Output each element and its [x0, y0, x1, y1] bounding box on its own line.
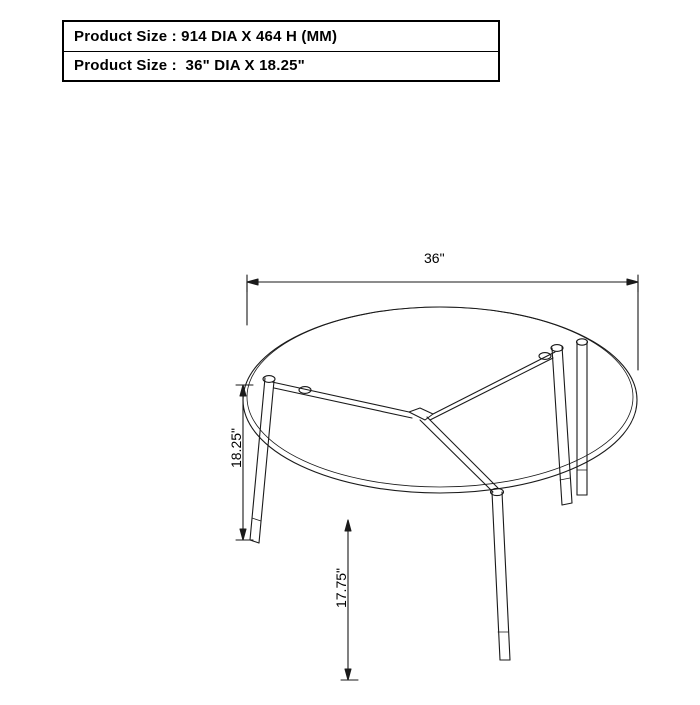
diameter-dimension-line: [247, 275, 638, 370]
table-drawing-svg: [0, 120, 700, 700]
leg-right: [551, 345, 572, 505]
arm-knob-right: [539, 353, 551, 360]
product-size-table: [62, 20, 500, 82]
table-row: [63, 51, 499, 81]
product-size-mm-cell: Product Size : 914 DIA X 464 H (MM): [63, 21, 499, 51]
leg-front: [491, 488, 511, 660]
table-row: [63, 21, 499, 51]
glass-top-outer: [243, 307, 637, 493]
diameter-dimension-label: 36": [424, 250, 445, 266]
under-frame: [272, 352, 555, 492]
glass-top-inner: [247, 307, 633, 487]
overall-height-dimension-label: 18.25": [228, 428, 244, 469]
leg-back: [577, 339, 588, 495]
leg-left: [250, 376, 275, 543]
technical-drawing: [0, 120, 700, 700]
leg-height-dimension-label: 17.75": [333, 568, 349, 609]
product-size-inch-cell: Product Size : 36" DIA X 18.25": [63, 51, 499, 81]
